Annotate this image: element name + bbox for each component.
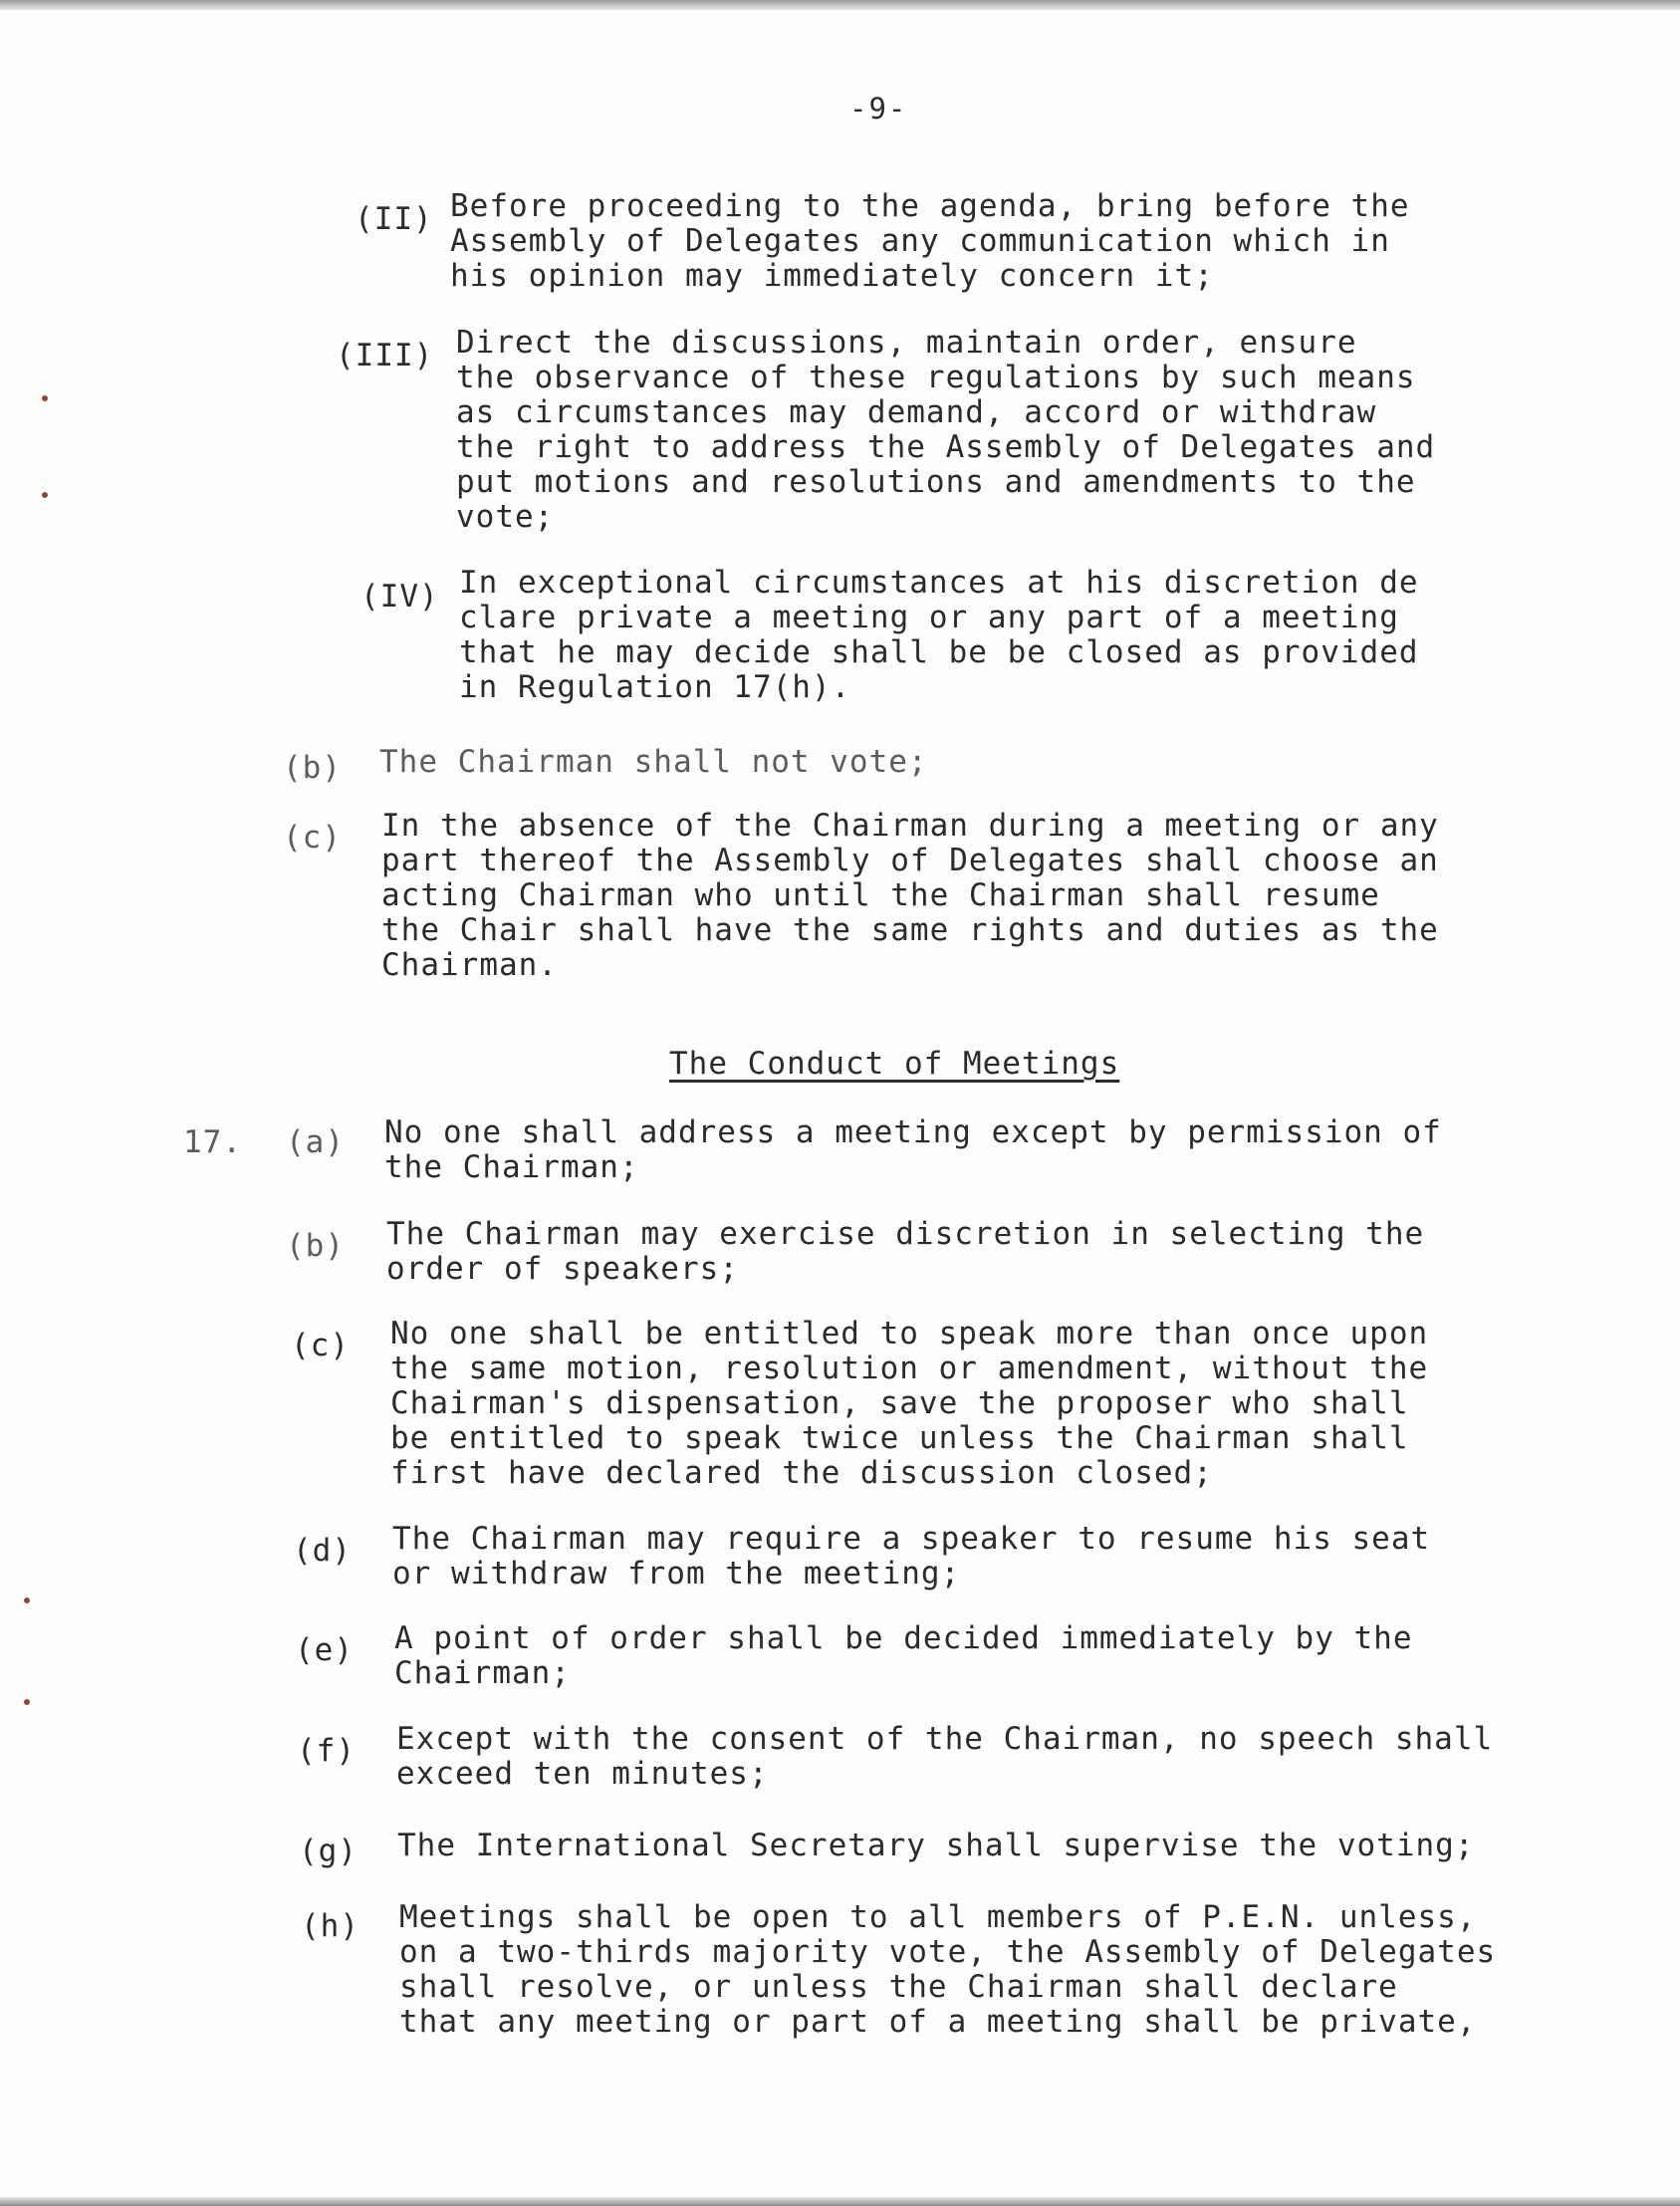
text-line: shall resolve, or unless the Chairman shall declare bbox=[399, 1969, 1398, 2005]
text-line: that he may decide shall be be closed as provided bbox=[459, 634, 1419, 670]
item-paragraph bbox=[459, 566, 1419, 705]
item-marker: (c) bbox=[291, 1328, 350, 1363]
text-line: exceed ten minutes; bbox=[396, 1756, 769, 1792]
text-line: be entitled to speak twice unless the Chairman shall bbox=[390, 1420, 1409, 1456]
text-line: vote; bbox=[456, 499, 555, 535]
margin-mark bbox=[24, 1597, 30, 1603]
page-number: -9- bbox=[849, 92, 908, 125]
text-line: Meetings shall be open to all members of P.E.N. unless, bbox=[399, 1899, 1477, 1935]
item-paragraph bbox=[394, 1621, 1413, 1691]
text-line: acting Chairman who until the Chairman shall resume bbox=[381, 877, 1380, 913]
item-paragraph bbox=[456, 326, 1435, 535]
item-paragraph bbox=[399, 1900, 1496, 2040]
item-paragraph bbox=[384, 1115, 1442, 1185]
item-marker: (b) bbox=[286, 1228, 345, 1264]
text-line: the right to address the Assembly of Delegates and bbox=[456, 429, 1436, 465]
item-paragraph bbox=[381, 809, 1439, 983]
regulation-number: 17. bbox=[183, 1124, 242, 1160]
text-line: Before proceeding to the agenda, bring before the bbox=[450, 188, 1410, 224]
text-line: Chairman. bbox=[381, 947, 558, 983]
text-line: Chairman; bbox=[394, 1655, 571, 1691]
text-line: Direct the discussions, maintain order, ensure bbox=[456, 325, 1357, 361]
item-marker: (III) bbox=[336, 338, 434, 373]
item-marker: (c) bbox=[283, 820, 342, 856]
item-marker: (II) bbox=[355, 201, 433, 237]
text-line: No one shall address a meeting except by permission of bbox=[384, 1114, 1442, 1150]
section-heading: The Conduct of Meetings bbox=[669, 1046, 1120, 1082]
text-line: first have declared the discussion closed; bbox=[390, 1455, 1213, 1491]
item-paragraph bbox=[390, 1317, 1428, 1491]
text-line: Assembly of Delegates any communication which in bbox=[450, 223, 1390, 259]
text-line: the Chair shall have the same rights and duties as the bbox=[381, 912, 1439, 948]
text-line: A point of order shall be decided immediately by the bbox=[394, 1620, 1413, 1656]
margin-mark bbox=[24, 1699, 30, 1705]
text-line: The Chairman may require a speaker to resume his seat bbox=[392, 1521, 1431, 1557]
item-marker: (g) bbox=[299, 1834, 358, 1869]
text-line: the Chairman; bbox=[384, 1149, 639, 1185]
item-marker: (e) bbox=[295, 1632, 354, 1668]
text-line: his opinion may immediately concern it; bbox=[450, 258, 1214, 294]
text-line: Chairman's dispensation, save the proposer who shall bbox=[390, 1385, 1409, 1421]
margin-mark bbox=[42, 492, 48, 498]
scan-edge-bottom bbox=[0, 2197, 1680, 2206]
text-line: The Chairman shall not vote; bbox=[379, 744, 928, 780]
text-line: the same motion, resolution or amendment, without the bbox=[390, 1350, 1429, 1386]
item-marker: (d) bbox=[293, 1533, 352, 1569]
text-line: In the absence of the Chairman during a meeting or any bbox=[381, 808, 1439, 844]
text-line: The Chairman may exercise discretion in selecting the bbox=[386, 1216, 1425, 1252]
text-line: put motions and resolutions and amendments to the bbox=[456, 464, 1416, 500]
item-marker: (f) bbox=[297, 1733, 356, 1769]
text-line: on a two-thirds majority vote, the Assembly of Delegates bbox=[399, 1934, 1497, 1970]
text-line: that any meeting or part of a meeting shall be private, bbox=[399, 2004, 1477, 2040]
item-paragraph bbox=[397, 1829, 1475, 1863]
text-line: order of speakers; bbox=[386, 1251, 739, 1287]
text-line: the observance of these regulations by such means bbox=[456, 360, 1416, 395]
item-paragraph bbox=[450, 189, 1410, 294]
text-line: In exceptional circumstances at his discretion de bbox=[459, 565, 1419, 601]
item-marker: (b) bbox=[283, 750, 342, 786]
item-marker: (h) bbox=[301, 1908, 360, 1944]
item-paragraph bbox=[386, 1217, 1424, 1287]
text-line: The International Secretary shall supervise the voting; bbox=[397, 1828, 1475, 1863]
text-line: Except with the consent of the Chairman, no speech shall bbox=[396, 1721, 1494, 1757]
item-paragraph bbox=[392, 1522, 1430, 1592]
item-marker: (a) bbox=[286, 1124, 345, 1160]
text-line: part thereof the Assembly of Delegates shall choose an bbox=[381, 843, 1439, 878]
scan-edge-top bbox=[0, 0, 1680, 10]
text-line: No one shall be entitled to speak more than once upon bbox=[390, 1316, 1429, 1351]
text-line: as circumstances may demand, accord or withdraw bbox=[456, 394, 1377, 430]
text-line: or withdraw from the meeting; bbox=[392, 1556, 961, 1592]
text-line: clare private a meeting or any part of a meeting bbox=[459, 600, 1399, 635]
item-marker: (IV) bbox=[360, 579, 439, 614]
item-paragraph bbox=[396, 1722, 1493, 1792]
text-line: in Regulation 17(h). bbox=[459, 669, 851, 705]
item-paragraph bbox=[379, 745, 928, 780]
margin-mark bbox=[42, 395, 48, 401]
